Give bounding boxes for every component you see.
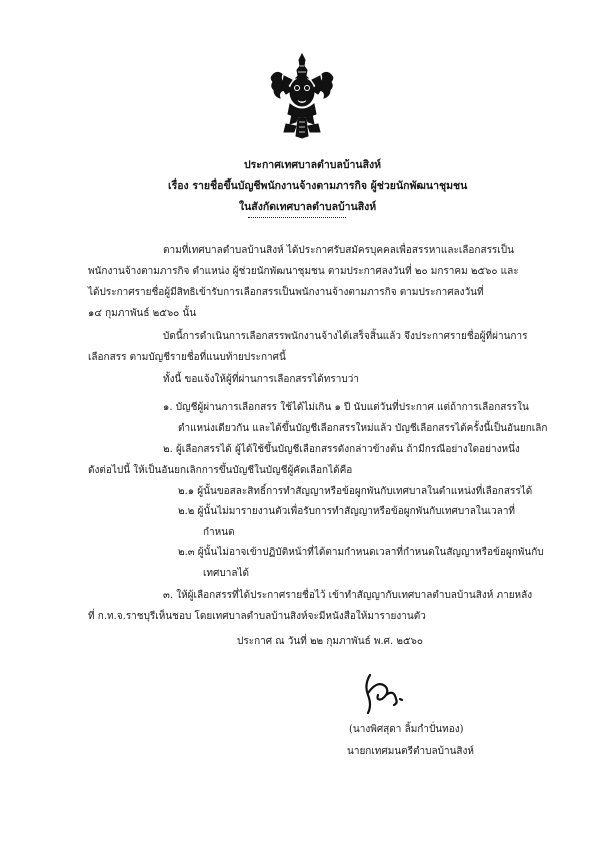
condition-item-2-line: ๒. ผู้เลือกสรรได้ ผู้ได้ใช้ขึ้นบัญชีเลือกสรรดังกล่าวข้างต้น ถ้ามีกรณีอย่างใดอย่างหนึ่ง (163, 444, 520, 455)
garuda-emblem (270, 52, 334, 140)
signatory-position: นายกเทศมนตรีตำบลบ้านสิงห์ (347, 746, 474, 757)
condition-item-3-line: ๓. ให้ผู้เลือกสรรที่ได้ประกาศรายชื่อไว้ เข้าทำสัญญากับเทศบาลตำบลบ้านสิงห์ ภายหลัง (163, 590, 533, 601)
paragraph-1-line: ตามที่เทศบาลตำบลบ้านสิงห์ ได้ประกาศรับสมัครบุคคลเพื่อสรรหาและเลือกสรรเป็น (163, 245, 514, 256)
document-title: ประกาศเทศบาลตำบลบ้านสิงห์ (244, 159, 382, 171)
paragraph-1-line: ๑๔ กุมภาพันธ์ ๒๕๖๐ นั้น (88, 308, 197, 319)
condition-item-2-3-line: ๒.๓ ผู้นั้นไม่อาจเข้าปฏิบัติหน้าที่ได้ตามกำหนดเวลาที่กำหนดในสัญญาหรือข้อผูกพันกับ (178, 547, 544, 558)
document-organization: ในสังกัดเทศบาลตำบลบ้านสิงห์ (239, 201, 377, 213)
paragraph-2-line: บัดนี้การดำเนินการเลือกสรรพนักงานจ้างได้เสร็จสิ้นแล้ว จึงประกาศรายชื่อผู้ที่ผ่านการ (163, 331, 528, 342)
signatory-name: (นางพิศสุดา ลิ้มกำปั่นทอง) (349, 724, 464, 735)
condition-item-2-line: ดังต่อไปนี้ ให้เป็นอันยกเลิกการขึ้นบัญชีในบัญชีผู้คัดเลือกได้คือ (88, 465, 353, 476)
condition-item-3-line: ที่ ก.ท.จ.ราชบุรีเห็นชอบ โดยเทศบาลตำบลบ้านสิงห์จะมีหนังสือให้มารายงานตัว (88, 611, 426, 622)
paragraph-2-line: เลือกสรร ตามบัญชีรายชื่อที่แนบท้ายประกาศนี้ (88, 352, 286, 363)
announcement-date: ประกาศ ณ วันที่ ๒๒ กุมภาพันธ์ พ.ศ. ๒๕๖๐ (237, 636, 423, 647)
handwritten-signature (356, 669, 416, 715)
condition-item-2-2-line: ๒.๒ ผู้นั้นไม่มารายงานตัวเพื่อรับการทำสัญญาหรือข้อผูกพันกับเทศบาลในเวลาที่ (178, 506, 516, 517)
condition-item-1-line: ๑. บัญชีผู้ผ่านการเลือกสรร ใช้ได้ไม่เกิน ๑ ปี นับแต่วันที่ประกาศ แต่ถ้าการเลือกสรรใน (163, 402, 529, 413)
header-divider (248, 211, 346, 218)
condition-item-2-3-line: เทศบาลได้ (203, 568, 249, 579)
condition-item-1-line: ตำแหน่งเดียวกัน และได้ขึ้นบัญชีเลือกสรรใหม่แล้ว บัญชีเลือกสรรได้ครั้งนี้เป็นอันยกเลิก (178, 423, 548, 434)
condition-item-2-1: ๒.๑ ผู้นั้นขอสละสิทธิ์การทำสัญญาหรือข้อผูกพันกับเทศบาลในตำแหน่งที่เลือกสรรได้ (178, 486, 533, 497)
paragraph-3: ทั้งนี้ ขอแจ้งให้ผู้ที่ผ่านการเลือกสรรได้ทราบว่า (163, 374, 359, 385)
paragraph-1-line: พนักงานจ้างตามภารกิจ ตำแหน่ง ผู้ช่วยนักพัฒนาชุมชน ตามประกาศลงวันที่ ๒๐ มกราคม ๒๕๖๐ และ (88, 266, 519, 277)
document-subject: เรื่อง รายชื่อขึ้นบัญชีพนักงานจ้างตามภารกิจ ผู้ช่วยนักพัฒนาชุมชน (168, 180, 468, 192)
paragraph-1-line: ได้ประกาศรายชื่อผู้มีสิทธิเข้ารับการเลือกสรรเป็นพนักงานจ้างตามภารกิจ ตามประกาศลงวันที่ (88, 287, 484, 298)
condition-item-2-2-line: กำหนด (203, 527, 235, 538)
